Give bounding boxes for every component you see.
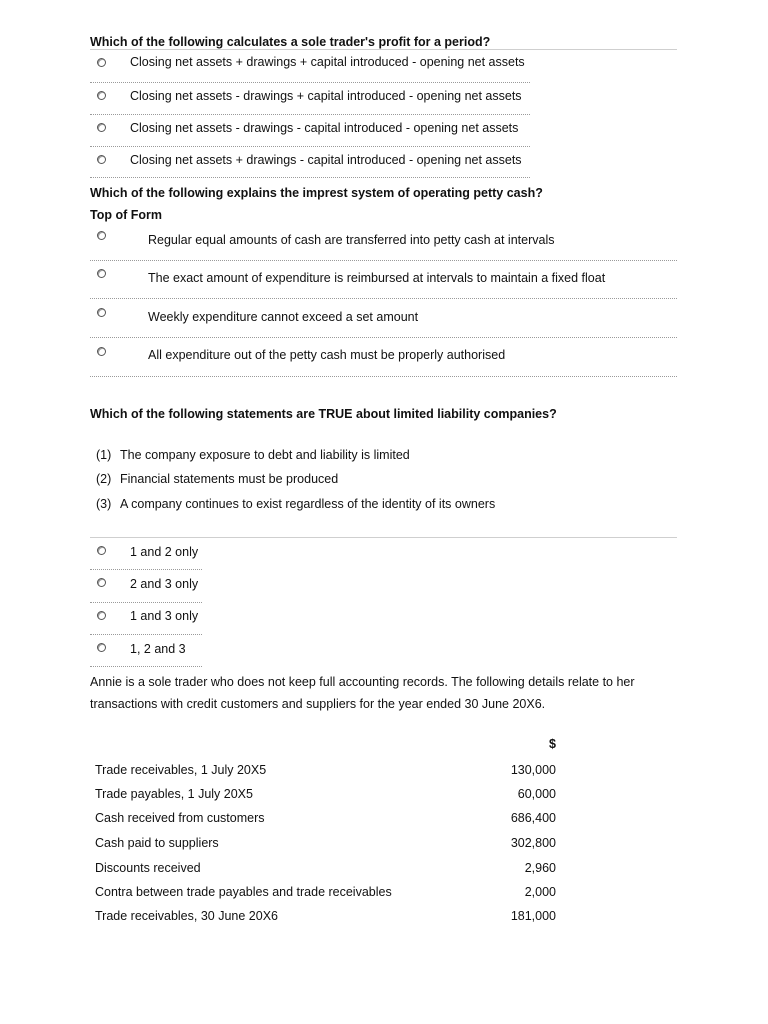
q1-option-3-radio[interactable] — [97, 123, 106, 132]
question-2-text: Which of the following explains the imprest system of operating petty cash? — [90, 186, 543, 200]
intro-line: transactions with credit customers and suppliers for the year ended 30 June 20X6. — [90, 697, 546, 711]
q1-option-2-label: Closing net assets - drawings + capital introduced - opening net assets — [130, 89, 522, 103]
row-label: Trade receivables, 30 June 20X6 — [95, 909, 278, 923]
q1-option-2-radio[interactable] — [97, 91, 106, 100]
statement-text: Financial statements must be produced — [120, 472, 339, 486]
table-row — [95, 787, 556, 805]
row-label: Trade payables, 1 July 20X5 — [95, 787, 253, 801]
row-value: 686,400 — [510, 811, 556, 825]
row-value: 2,960 — [524, 861, 556, 875]
q3-option-4-radio[interactable] — [97, 643, 106, 652]
statement-number: (3) — [96, 497, 112, 511]
q3-option-2-radio[interactable] — [97, 578, 106, 587]
row-value: 2,000 — [524, 885, 556, 899]
statement-number: (1) — [96, 448, 112, 462]
divider — [90, 337, 677, 338]
q2-option-1-label: Regular equal amounts of cash are transferred into petty cash at intervals — [148, 233, 555, 247]
divider — [90, 634, 202, 635]
row-label: Cash received from customers — [95, 811, 265, 825]
row-value: 302,800 — [510, 836, 556, 850]
q1-option-3-label: Closing net assets - drawings - capital introduced - opening net assets — [130, 121, 519, 135]
top-of-form-heading: Top of Form — [90, 208, 162, 222]
table-row — [95, 811, 556, 829]
q3-option-3-label: 1 and 3 only — [130, 609, 199, 623]
table-row — [95, 836, 556, 854]
statement-text: A company continues to exist regardless of the identity of its owners — [120, 497, 496, 511]
table-row — [95, 763, 556, 781]
q2-option-3-radio[interactable] — [97, 308, 106, 317]
q2-option-4-radio[interactable] — [97, 347, 106, 356]
q3-option-4-label: 1, 2 and 3 — [130, 642, 186, 656]
divider — [90, 602, 202, 603]
row-label: Contra between trade payables and trade receivables — [95, 885, 392, 899]
row-value: 130,000 — [510, 763, 556, 777]
divider — [90, 49, 677, 50]
q1-option-1-label: Closing net assets + drawings + capital introduced - opening net assets — [130, 55, 525, 69]
currency-column-header: $ — [549, 737, 556, 751]
row-value: 181,000 — [510, 909, 556, 923]
row-value: 60,000 — [517, 787, 556, 801]
statement-1 — [96, 448, 410, 462]
divider — [90, 260, 677, 261]
row-label: Discounts received — [95, 861, 201, 875]
divider — [90, 666, 202, 667]
q2-option-2-radio[interactable] — [97, 269, 106, 278]
divider — [90, 537, 677, 538]
question-4-intro — [90, 671, 670, 715]
table-row — [95, 909, 556, 927]
q3-option-1-label: 1 and 2 only — [130, 545, 199, 559]
q2-option-3-label: Weekly expenditure cannot exceed a set amount — [148, 310, 419, 324]
divider — [90, 114, 530, 115]
q2-option-1-radio[interactable] — [97, 231, 106, 240]
row-label: Cash paid to suppliers — [95, 836, 219, 850]
q3-option-2-label: 2 and 3 only — [130, 577, 199, 591]
row-label: Trade receivables, 1 July 20X5 — [95, 763, 267, 777]
statement-text: The company exposure to debt and liability is limited — [120, 448, 410, 462]
statement-3 — [96, 497, 495, 511]
divider — [90, 82, 530, 83]
divider — [90, 298, 677, 299]
table-row — [95, 885, 556, 903]
q1-option-4-radio[interactable] — [97, 155, 106, 164]
q2-option-4-label: All expenditure out of the petty cash must be properly authorised — [148, 348, 506, 362]
q3-option-1-radio[interactable] — [97, 546, 106, 555]
question-3-text: Which of the following statements are TRUE about limited liability companies? — [90, 407, 557, 421]
q2-option-2-label: The exact amount of expenditure is reimbursed at intervals to maintain a fixed float — [148, 271, 606, 285]
q3-option-3-radio[interactable] — [97, 611, 106, 620]
question-1-text: Which of the following calculates a sole trader's profit for a period? — [90, 35, 491, 49]
divider — [90, 146, 530, 147]
divider — [90, 177, 530, 178]
divider — [90, 569, 202, 570]
divider — [90, 376, 677, 377]
statement-number: (2) — [96, 472, 112, 486]
statement-2 — [96, 472, 338, 486]
intro-line: Annie is a sole trader who does not keep full accounting records. The following details relate to her — [90, 675, 635, 689]
q1-option-1-radio[interactable] — [97, 58, 106, 67]
table-row — [95, 861, 556, 879]
q1-option-4-label: Closing net assets + drawings - capital introduced - opening net assets — [130, 153, 522, 167]
